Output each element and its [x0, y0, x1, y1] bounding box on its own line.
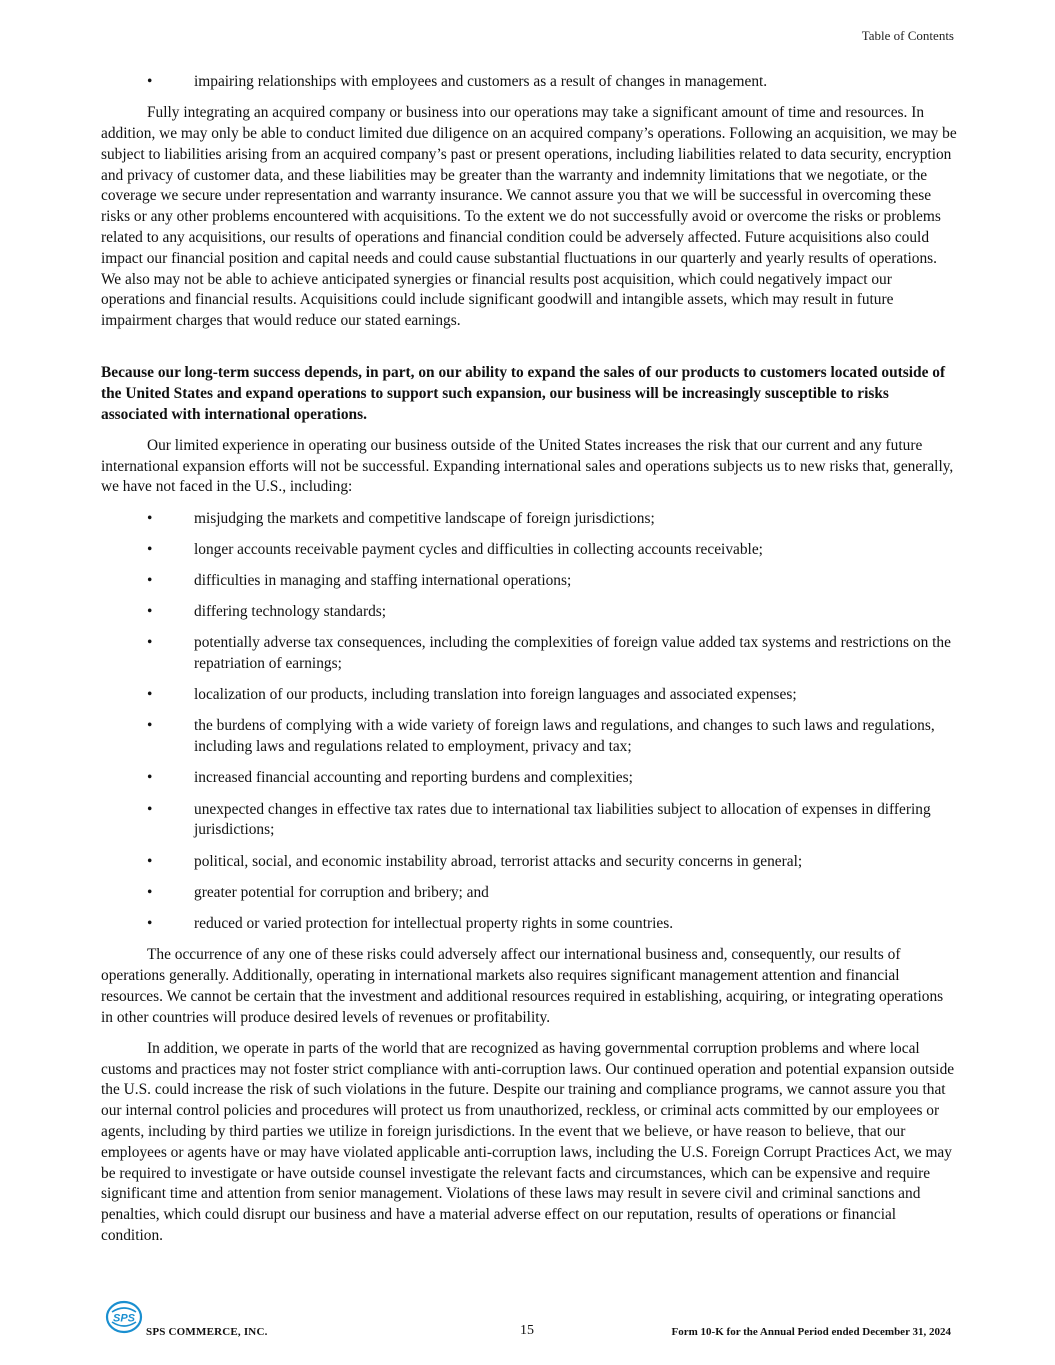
bullet-marker: • — [147, 800, 153, 818]
list-item — [101, 685, 957, 706]
list-item — [101, 571, 957, 592]
list-item-text: political, social, and economic instability abroad, terrorist attacks and security concerns in general; — [194, 852, 803, 870]
bullet-marker: • — [147, 883, 153, 901]
list-item-text: potentially adverse tax consequences, including the complexities of foreign value added tax systems and restrictions on the repatriation of earnings; — [194, 634, 951, 673]
list-item — [101, 72, 957, 93]
list-item-text: reduced or varied protection for intellectual property rights in some countries. — [194, 914, 674, 932]
list-item-text: greater potential for corruption and bribery; and — [194, 883, 489, 901]
table-of-contents-link[interactable]: Table of Contents — [861, 28, 954, 43]
list-item — [101, 633, 957, 675]
company-name: SPS COMMERCE, INC. — [146, 1326, 268, 1338]
list-item — [101, 540, 957, 561]
list-item-text: unexpected changes in effective tax rates due to international tax liabilities subject to allocation of expenses in differing jurisdictions; — [194, 800, 931, 839]
section-heading-international-risks: Because our long-term success depends, in part, on our ability to expand the sales of our products to customers located outside of the United States and expand operations to support such expansion, our business will be increasingly susceptible to risks associated with international operations. — [101, 363, 946, 423]
list-item-text: longer accounts receivable payment cycles and difficulties in collecting accounts receivable; — [194, 540, 763, 558]
list-item-text: increased financial accounting and reporting burdens and complexities; — [194, 769, 633, 787]
list-item — [101, 852, 957, 873]
bullet-marker: • — [147, 634, 153, 652]
bullet-marker: • — [147, 852, 153, 870]
form-reference: Form 10-K for the Annual Period ended December 31, 2024 — [671, 1326, 951, 1338]
paragraph-anti-corruption: In addition, we operate in parts of the world that are recognized as having governmental corruption problems and where local customs and practices may not foster strict compliance with anti-corruption laws. Our continued operation and potential expansion outside the U.S. could increase the risk of such violations in the future. Despite our training and compliance programs, we cannot assure you that our internal control policies and procedures will protect us from unauthorized, reckless, or criminal acts committed by our employees or agents, including by third parties we utilize in foreign jurisdictions. In the event that we believe, or have reason to believe, that our employees or agents have or may have violated applicable anti-corruption laws, including the U.S. Foreign Corrupt Practices Act, we may be required to investigate or have outside counsel investigate the relevant facts and circumstances, which can be expensive and require significant time and attention from senior management. Violations of these laws may result in severe civil and criminal sanctions and penalties, which could disrupt our business and have a material adverse effect on our reputation, results of operations or financial condition. — [101, 1039, 955, 1244]
bullet-marker: • — [147, 540, 153, 558]
list-item — [101, 800, 957, 842]
page-number: 15 — [520, 1323, 534, 1338]
list-item-text: localization of our products, including translation into foreign languages and associated expenses; — [194, 686, 797, 704]
list-item-text: the burdens of complying with a wide variety of foreign laws and regulations, and changes to such laws and regulations, including laws and regulations related to employment, privacy and tax; — [194, 717, 935, 756]
list-item-text: impairing relationships with employees and customers as a result of changes in management. — [194, 73, 768, 90]
list-item — [101, 768, 957, 789]
document-body — [101, 72, 957, 1257]
list-item-text: misjudging the markets and competitive landscape of foreign jurisdictions; — [194, 509, 655, 527]
list-item — [101, 883, 957, 904]
bullet-marker: • — [147, 686, 153, 704]
logo-lettering: SPS — [112, 1312, 136, 1325]
bullet-marker: • — [147, 717, 153, 735]
page-footer — [0, 1300, 1055, 1350]
bullet-marker: • — [147, 914, 153, 932]
paragraph-risk-occurrence: The occurrence of any one of these risks could adversely affect our international business and, consequently, our results of operations generally. Additionally, operating in international markets also requires significant management attention and financial resources. We cannot be certain that the investment and additional resources required in establishing, acquiring, or integrating operations in other countries will produce desired levels of revenues or profitability. — [101, 946, 944, 1026]
bullet-marker: • — [147, 769, 153, 787]
list-item-text: difficulties in managing and staffing international operations; — [194, 571, 572, 589]
bullet-marker: • — [147, 509, 153, 527]
list-item — [101, 716, 957, 758]
bullet-marker: • — [147, 73, 153, 90]
list-item-text: differing technology standards; — [194, 603, 387, 621]
bullet-marker: • — [147, 603, 153, 621]
list-item — [101, 509, 957, 530]
paragraph-limited-experience: Our limited experience in operating our business outside of the United States increases the risk that our current and any future international expansion efforts will not be successful. Expanding international sales and operations subjects us to new risks that, generally, we have not faced in the U.S., including: — [101, 436, 954, 496]
list-item — [101, 914, 957, 935]
risk-bullet-list — [101, 509, 957, 935]
sps-commerce-logo-icon — [105, 1300, 143, 1334]
bullet-marker: • — [147, 571, 153, 589]
list-item — [101, 602, 957, 623]
paragraph-acquisition-integration: Fully integrating an acquired company or business into our operations may take a significant amount of time and resources. In addition, we may only be able to conduct limited due diligence on an acquired company’s operations. Following an acquisition, we may be subject to liabilities arising from an acquired company’s past or present operations, including liabilities related to data security, encryption and privacy of customer data, and these liabilities may be greater than the warranty and indemnity limitations that we negotiate, or the coverage we secure under representation and warranty insurance. We cannot assure you that we will be successful in overcoming these risks or any other problems encountered with acquisitions. To the extent we do not successfully avoid or overcome the risks or problems related to any acquisitions, our results of operations and financial condition could be adversely affected. Future acquisitions also could impact our financial position and capital needs and could cause substantial fluctuations in our quarterly and yearly results of operations. We also may not be able to achieve anticipated synergies or financial results post acquisition, which could negatively impact our operations and financial results. Acquisitions could include significant goodwill and intangible assets, which may result in future impairment charges that would reduce our stated earnings. — [101, 104, 957, 330]
